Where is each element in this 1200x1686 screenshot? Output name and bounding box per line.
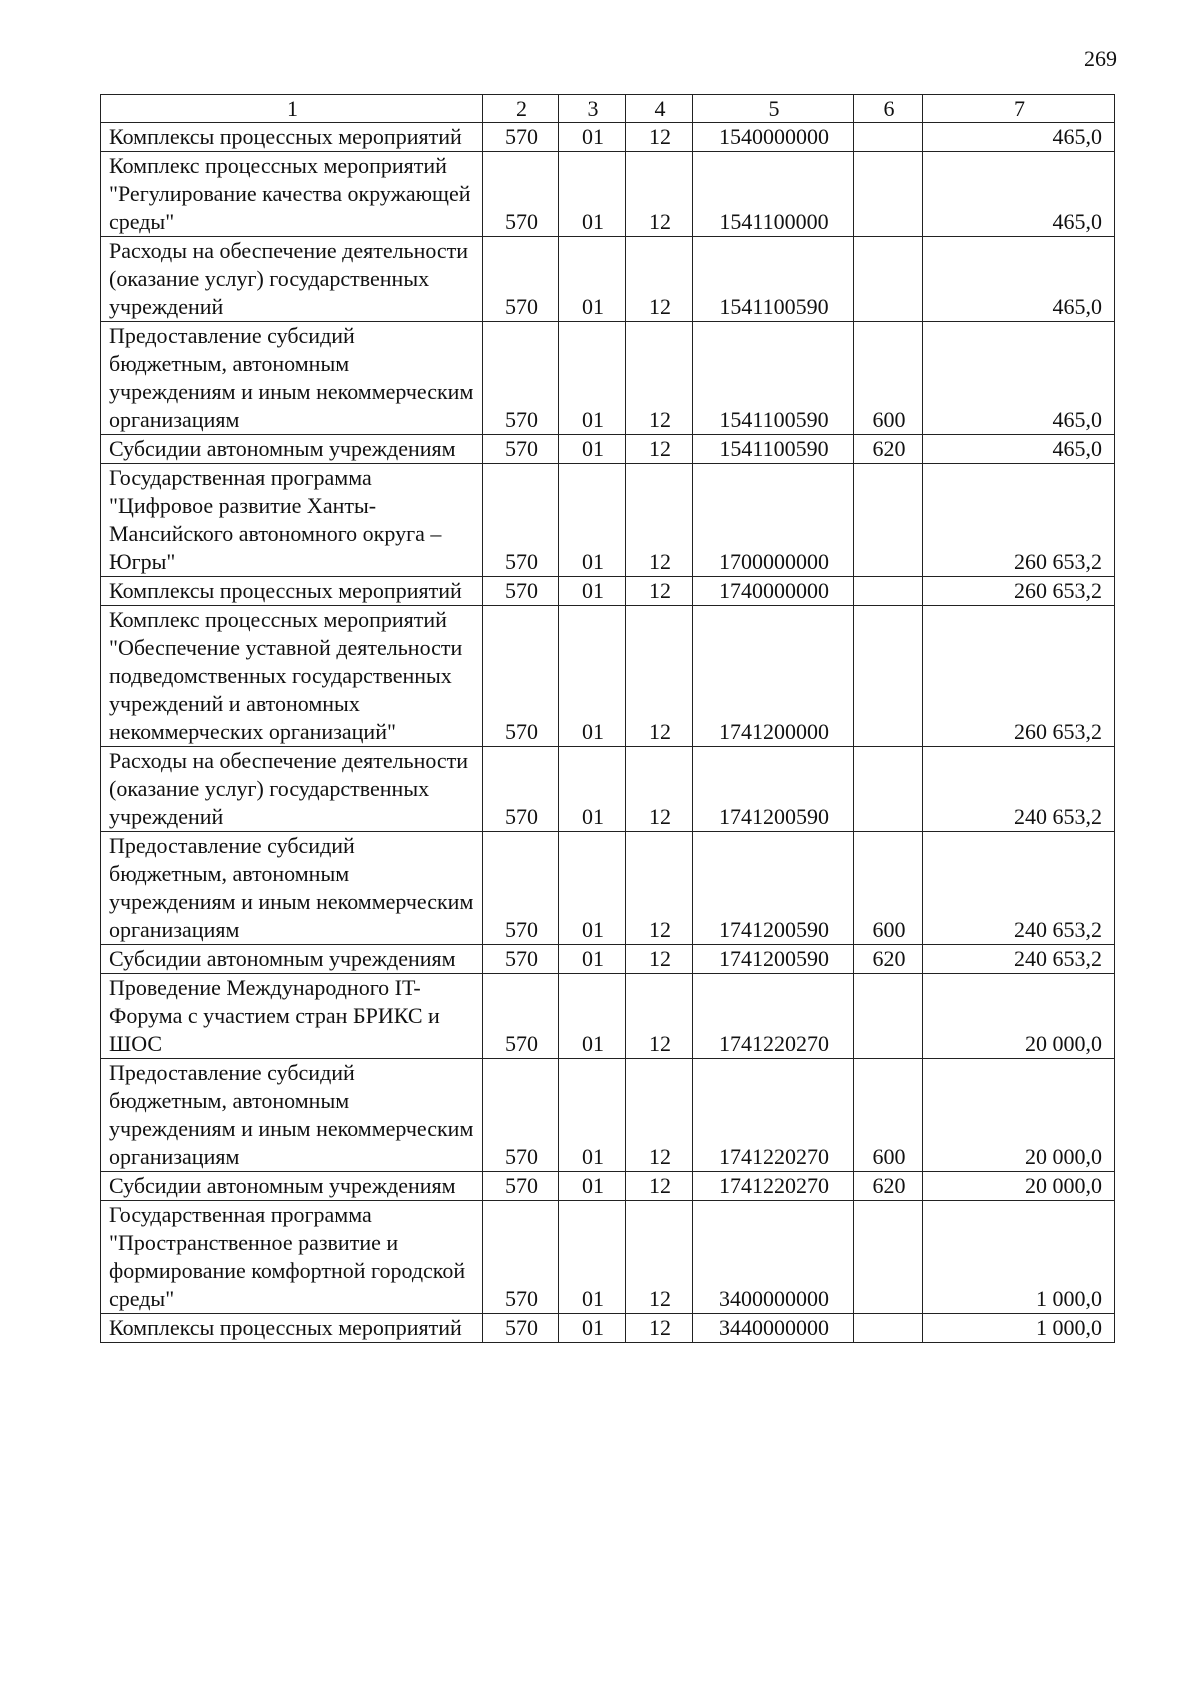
table-row xyxy=(101,123,1115,152)
row-col2-cell: 570 xyxy=(483,747,559,832)
row-amount-cell: 465,0 xyxy=(923,435,1115,464)
row-col6-cell: 600 xyxy=(854,1059,923,1172)
row-col2-cell: 570 xyxy=(483,945,559,974)
row-col3-cell: 01 xyxy=(559,747,626,832)
header-cell: 6 xyxy=(854,95,923,123)
row-col4-cell: 12 xyxy=(626,1314,693,1343)
row-col5-cell: 1741200000 xyxy=(693,606,854,747)
header-cell: 3 xyxy=(559,95,626,123)
row-col5-cell: 1541100590 xyxy=(693,435,854,464)
row-col3-cell: 01 xyxy=(559,1201,626,1314)
table-row xyxy=(101,237,1115,322)
row-col4-cell: 12 xyxy=(626,606,693,747)
row-col3-cell: 01 xyxy=(559,974,626,1059)
table-row xyxy=(101,435,1115,464)
row-col3-cell: 01 xyxy=(559,123,626,152)
row-amount-cell: 20 000,0 xyxy=(923,974,1115,1059)
table-row xyxy=(101,974,1115,1059)
table-row xyxy=(101,945,1115,974)
row-col2-cell: 570 xyxy=(483,123,559,152)
row-col3-cell: 01 xyxy=(559,577,626,606)
table-row xyxy=(101,1059,1115,1172)
row-col2-cell: 570 xyxy=(483,237,559,322)
row-col2-cell: 570 xyxy=(483,577,559,606)
row-amount-cell: 1 000,0 xyxy=(923,1201,1115,1314)
table-row xyxy=(101,577,1115,606)
row-col4-cell: 12 xyxy=(626,747,693,832)
table-row xyxy=(101,152,1115,237)
row-name-cell: Комплекс процессных мероприятий "Регулирование качества окружающей среды" xyxy=(101,152,483,237)
row-col2-cell: 570 xyxy=(483,322,559,435)
row-name-cell: Расходы на обеспечение деятельности (оказание услуг) государственных учреждений xyxy=(101,237,483,322)
page-number: 269 xyxy=(1084,46,1117,71)
row-name-cell: Комплексы процессных мероприятий xyxy=(101,577,483,606)
row-col6-cell xyxy=(854,1201,923,1314)
row-amount-cell: 465,0 xyxy=(923,322,1115,435)
table-row xyxy=(101,832,1115,945)
row-amount-cell: 20 000,0 xyxy=(923,1172,1115,1201)
header-cell: 4 xyxy=(626,95,693,123)
row-name-cell: Комплексы процессных мероприятий xyxy=(101,1314,483,1343)
table-row xyxy=(101,322,1115,435)
row-col2-cell: 570 xyxy=(483,606,559,747)
row-name-cell: Субсидии автономным учреждениям xyxy=(101,435,483,464)
row-col4-cell: 12 xyxy=(626,1059,693,1172)
row-col2-cell: 570 xyxy=(483,1314,559,1343)
row-col4-cell: 12 xyxy=(626,152,693,237)
row-amount-cell: 240 653,2 xyxy=(923,832,1115,945)
header-cell: 7 xyxy=(923,95,1115,123)
row-col2-cell: 570 xyxy=(483,1172,559,1201)
row-name-cell: Субсидии автономным учреждениям xyxy=(101,1172,483,1201)
row-col5-cell: 1741220270 xyxy=(693,974,854,1059)
row-col3-cell: 01 xyxy=(559,1059,626,1172)
row-col6-cell: 620 xyxy=(854,945,923,974)
table-row xyxy=(101,464,1115,577)
table-row xyxy=(101,1172,1115,1201)
table-header-row xyxy=(101,95,1115,123)
table-row xyxy=(101,606,1115,747)
row-col2-cell: 570 xyxy=(483,832,559,945)
row-col2-cell: 570 xyxy=(483,1201,559,1314)
row-amount-cell: 465,0 xyxy=(923,152,1115,237)
row-col5-cell: 1741220270 xyxy=(693,1172,854,1201)
row-col3-cell: 01 xyxy=(559,464,626,577)
row-col5-cell: 1741220270 xyxy=(693,1059,854,1172)
row-amount-cell: 240 653,2 xyxy=(923,945,1115,974)
row-col5-cell: 1541100590 xyxy=(693,237,854,322)
row-col3-cell: 01 xyxy=(559,152,626,237)
row-col6-cell xyxy=(854,123,923,152)
row-col5-cell: 3440000000 xyxy=(693,1314,854,1343)
row-name-cell: Государственная программа "Пространственное развитие и формирование комфортной городской среды" xyxy=(101,1201,483,1314)
row-col6-cell xyxy=(854,577,923,606)
row-name-cell: Предоставление субсидий бюджетным, автономным учреждениям и иным некоммерческим организациям xyxy=(101,322,483,435)
row-col3-cell: 01 xyxy=(559,237,626,322)
row-amount-cell: 260 653,2 xyxy=(923,464,1115,577)
row-col5-cell: 1741200590 xyxy=(693,747,854,832)
row-col6-cell xyxy=(854,237,923,322)
row-amount-cell: 240 653,2 xyxy=(923,747,1115,832)
row-col5-cell: 3400000000 xyxy=(693,1201,854,1314)
row-col5-cell: 1541100000 xyxy=(693,152,854,237)
header-cell: 1 xyxy=(101,95,483,123)
row-col6-cell: 600 xyxy=(854,322,923,435)
row-col5-cell: 1700000000 xyxy=(693,464,854,577)
row-amount-cell: 260 653,2 xyxy=(923,577,1115,606)
row-col3-cell: 01 xyxy=(559,606,626,747)
row-name-cell: Субсидии автономным учреждениям xyxy=(101,945,483,974)
row-col4-cell: 12 xyxy=(626,1172,693,1201)
row-col2-cell: 570 xyxy=(483,974,559,1059)
row-col4-cell: 12 xyxy=(626,974,693,1059)
row-col4-cell: 12 xyxy=(626,945,693,974)
row-col2-cell: 570 xyxy=(483,152,559,237)
row-col6-cell xyxy=(854,464,923,577)
row-col2-cell: 570 xyxy=(483,435,559,464)
row-col4-cell: 12 xyxy=(626,322,693,435)
row-name-cell: Расходы на обеспечение деятельности (оказание услуг) государственных учреждений xyxy=(101,747,483,832)
row-amount-cell: 465,0 xyxy=(923,123,1115,152)
header-cell: 2 xyxy=(483,95,559,123)
row-col3-cell: 01 xyxy=(559,322,626,435)
row-amount-cell: 1 000,0 xyxy=(923,1314,1115,1343)
row-name-cell: Проведение Международного IT-Форума с участием стран БРИКС и ШОС xyxy=(101,974,483,1059)
row-col6-cell xyxy=(854,1314,923,1343)
row-col6-cell xyxy=(854,747,923,832)
row-name-cell: Комплекс процессных мероприятий "Обеспечение уставной деятельности подведомственных государственных учреждений и автономных некоммерческих организаций" xyxy=(101,606,483,747)
row-col3-cell: 01 xyxy=(559,832,626,945)
row-col4-cell: 12 xyxy=(626,123,693,152)
row-col5-cell: 1541100590 xyxy=(693,322,854,435)
row-col6-cell: 620 xyxy=(854,1172,923,1201)
row-col6-cell: 620 xyxy=(854,435,923,464)
row-col2-cell: 570 xyxy=(483,1059,559,1172)
row-col3-cell: 01 xyxy=(559,945,626,974)
row-col4-cell: 12 xyxy=(626,237,693,322)
row-name-cell: Предоставление субсидий бюджетным, автономным учреждениям и иным некоммерческим организациям xyxy=(101,1059,483,1172)
row-col6-cell xyxy=(854,606,923,747)
table-row xyxy=(101,1201,1115,1314)
row-col2-cell: 570 xyxy=(483,464,559,577)
row-col4-cell: 12 xyxy=(626,832,693,945)
row-col4-cell: 12 xyxy=(626,435,693,464)
row-col4-cell: 12 xyxy=(626,1201,693,1314)
row-col5-cell: 1741200590 xyxy=(693,832,854,945)
row-name-cell: Комплексы процессных мероприятий xyxy=(101,123,483,152)
row-amount-cell: 465,0 xyxy=(923,237,1115,322)
row-name-cell: Предоставление субсидий бюджетным, автономным учреждениям и иным некоммерческим организациям xyxy=(101,832,483,945)
row-col4-cell: 12 xyxy=(626,577,693,606)
budget-table xyxy=(100,94,1115,1343)
table-row xyxy=(101,1314,1115,1343)
row-col4-cell: 12 xyxy=(626,464,693,577)
row-col3-cell: 01 xyxy=(559,1172,626,1201)
row-amount-cell: 20 000,0 xyxy=(923,1059,1115,1172)
row-col5-cell: 1740000000 xyxy=(693,577,854,606)
row-col5-cell: 1540000000 xyxy=(693,123,854,152)
row-col3-cell: 01 xyxy=(559,1314,626,1343)
header-cell: 5 xyxy=(693,95,854,123)
row-col5-cell: 1741200590 xyxy=(693,945,854,974)
row-col6-cell xyxy=(854,152,923,237)
table-row xyxy=(101,747,1115,832)
row-col3-cell: 01 xyxy=(559,435,626,464)
row-name-cell: Государственная программа "Цифровое развитие Ханты-Мансийского автономного округа – Югры" xyxy=(101,464,483,577)
row-col6-cell: 600 xyxy=(854,832,923,945)
row-col6-cell xyxy=(854,974,923,1059)
row-amount-cell: 260 653,2 xyxy=(923,606,1115,747)
